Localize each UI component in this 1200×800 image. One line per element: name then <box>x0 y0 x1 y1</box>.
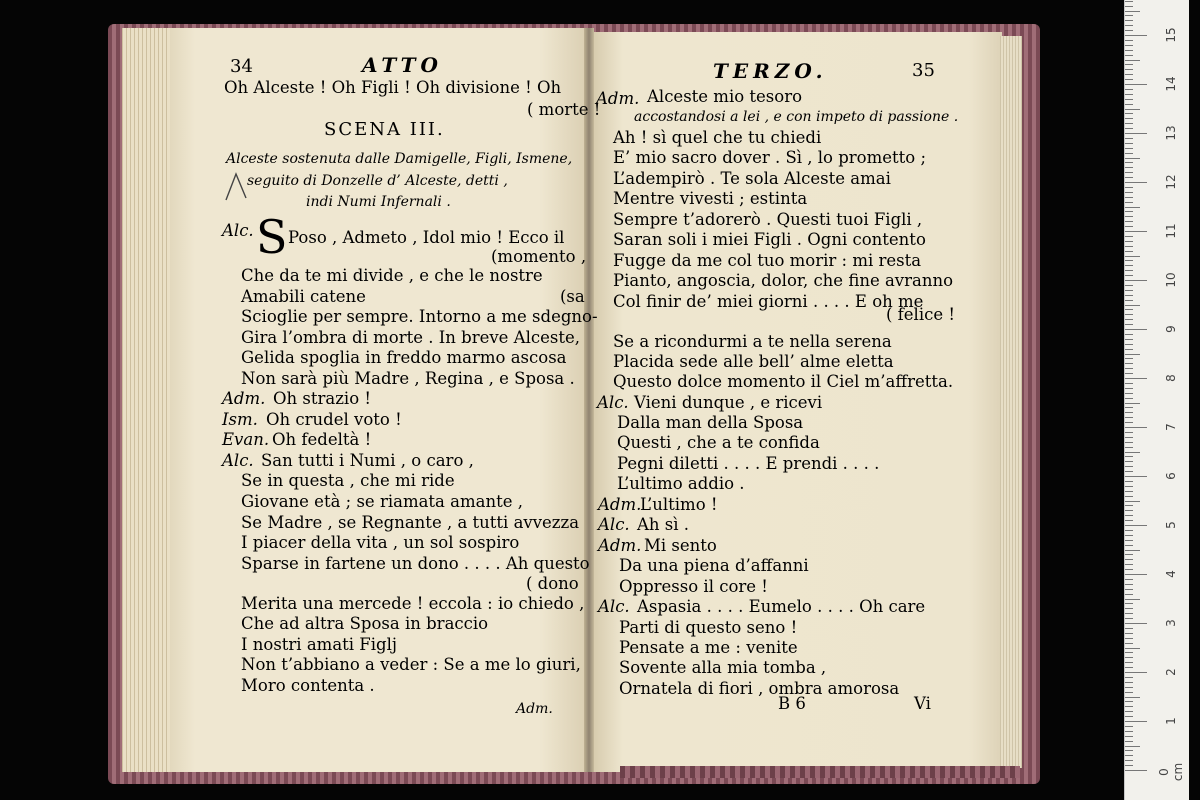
text-line: Sparse in fartene un dono . . . . Ah questo <box>241 554 590 573</box>
ruler-tick <box>1125 64 1133 65</box>
ruler-number: 5 <box>1164 521 1178 529</box>
speaker-label: Evan. <box>222 430 270 449</box>
ruler-tick <box>1125 682 1133 683</box>
ruler-tick <box>1125 109 1140 110</box>
ruler-tick <box>1125 736 1133 737</box>
text-line: Non t’abbiano a veder : Se a me lo giuri, <box>241 655 581 674</box>
text-line: Sempre t’adorerò . Questi tuoi Figli , <box>613 210 923 229</box>
text-line: Mentre vivesti ; estinta <box>613 189 808 208</box>
ruler-tick <box>1125 20 1133 21</box>
ruler-tick <box>1125 466 1133 467</box>
ruler-tick <box>1125 741 1133 742</box>
ruler-tick <box>1125 510 1133 511</box>
signature-mark: B 6 <box>778 694 806 713</box>
ruler-tick <box>1125 437 1133 438</box>
ruler-tick <box>1125 525 1147 526</box>
text-line: Ah ! sì quel che tu chiedi <box>613 128 822 147</box>
text-line: Oh crudel voto ! <box>266 410 402 429</box>
text-line: Oh fedeltà ! <box>272 430 372 449</box>
right-page-number: 35 <box>912 60 935 81</box>
ruler-tick <box>1125 295 1133 296</box>
ruler-tick <box>1125 74 1133 75</box>
ruler-tick <box>1125 202 1133 203</box>
ruler-tick <box>1125 672 1147 673</box>
catchword: Adm. <box>516 701 553 717</box>
left-running-head: ATTO <box>362 53 443 77</box>
ruler-tick <box>1125 216 1133 217</box>
text-line: Gelida spoglia in freddo marmo ascosa <box>241 348 567 367</box>
ruler-tick <box>1125 280 1147 281</box>
measuring-ruler <box>1124 0 1189 800</box>
ruler-tick <box>1125 550 1140 551</box>
text-line: Vieni dunque , e ricevi <box>634 393 823 412</box>
text-line: (sa <box>560 287 585 306</box>
handwritten-mark-icon <box>224 172 248 202</box>
ruler-tick <box>1125 755 1133 756</box>
ruler-tick <box>1125 623 1147 624</box>
ruler-tick <box>1125 746 1140 747</box>
text-line: Ornatela di fiori , ombra amorosa <box>619 679 900 698</box>
text-line: Non sarà più Madre , Regina , e Sposa . <box>241 369 575 388</box>
text-line: Fugge da me col tuo morir : mi resta <box>613 251 922 270</box>
text-line: Pensate a me : venite <box>619 638 798 657</box>
ruler-tick <box>1125 187 1133 188</box>
text-line: Se a ricondurmi a te nella serena <box>613 332 892 351</box>
ruler-tick <box>1125 711 1133 712</box>
ruler-tick <box>1125 192 1133 193</box>
ruler-tick <box>1125 452 1140 453</box>
ruler-tick <box>1125 138 1133 139</box>
drop-capital: S <box>256 210 288 264</box>
ruler-tick <box>1125 594 1133 595</box>
ruler-tick <box>1125 447 1133 448</box>
ruler-tick <box>1125 501 1140 502</box>
ruler-tick <box>1125 324 1133 325</box>
ruler-number: 3 <box>1164 619 1178 627</box>
ruler-tick <box>1125 319 1133 320</box>
ruler-tick <box>1125 662 1133 663</box>
text-line: Sovente alla mia tomba , <box>619 658 827 677</box>
ruler-tick <box>1125 118 1133 119</box>
stage-direction: Alceste sostenuta dalle Damigelle, Figli, Ismene, <box>226 151 573 167</box>
ruler-tick <box>1125 648 1140 649</box>
ruler-tick <box>1125 427 1147 428</box>
ruler-number: 9 <box>1164 325 1178 333</box>
text-line: Dalla man della Sposa <box>617 413 804 432</box>
ruler-tick <box>1125 535 1133 536</box>
ruler-tick <box>1125 579 1133 580</box>
ruler-tick <box>1125 403 1140 404</box>
ruler-tick <box>1125 113 1133 114</box>
stage-direction: indi Numi Infernali . <box>306 194 451 210</box>
text-line: Questo dolce momento il Ciel m’affretta. <box>613 372 954 391</box>
ruler-tick <box>1125 11 1140 12</box>
ruler-tick <box>1125 476 1147 477</box>
speaker-label: Alc. <box>222 221 254 240</box>
ruler-tick <box>1125 697 1140 698</box>
ruler-tick <box>1125 564 1133 565</box>
ruler-tick <box>1125 657 1133 658</box>
ruler-tick <box>1125 398 1133 399</box>
text-line: Col finir de’ miei giorni . . . . E oh me <box>613 292 924 311</box>
ruler-tick <box>1125 226 1133 227</box>
ruler-tick <box>1125 706 1133 707</box>
ruler-tick <box>1125 486 1133 487</box>
speaker-label: Alc. <box>598 515 630 534</box>
text-line: Moro contenta . <box>241 676 375 695</box>
ruler-number: 13 <box>1164 125 1178 141</box>
page-edges-right <box>1000 36 1022 768</box>
ruler-number: 11 <box>1164 223 1178 239</box>
ruler-tick <box>1125 554 1133 555</box>
ruler-tick <box>1125 569 1133 570</box>
ruler-tick <box>1125 633 1133 634</box>
ruler-tick <box>1125 339 1133 340</box>
ruler-tick <box>1125 638 1133 639</box>
ruler-tick <box>1125 197 1133 198</box>
ruler-tick <box>1125 422 1133 423</box>
ruler-tick <box>1125 153 1133 154</box>
stage-direction: accostandosi a lei , e con impeto di passione . <box>634 109 959 125</box>
ruler-tick <box>1125 236 1133 237</box>
speaker-label: Alc. <box>598 597 630 616</box>
ruler-tick <box>1125 1 1133 2</box>
ruler-tick <box>1125 349 1133 350</box>
ruler-tick <box>1125 94 1133 95</box>
text-line: ( felice ! <box>886 305 955 324</box>
ruler-tick <box>1125 540 1133 541</box>
ruler-tick <box>1125 677 1133 678</box>
ruler-number: 7 <box>1164 423 1178 431</box>
ruler-tick <box>1125 599 1140 600</box>
ruler-tick <box>1125 231 1147 232</box>
ruler-tick <box>1125 692 1133 693</box>
ruler-tick <box>1125 407 1133 408</box>
book-gutter <box>584 28 594 772</box>
ruler-tick <box>1125 667 1133 668</box>
ruler-number: 8 <box>1164 374 1178 382</box>
ruler-tick <box>1125 285 1133 286</box>
text-line: Mi sento <box>644 536 717 555</box>
ruler-tick <box>1125 55 1133 56</box>
speaker-label: Alc. <box>597 393 629 412</box>
ruler-tick <box>1125 133 1147 134</box>
ruler-tick <box>1125 89 1133 90</box>
ruler-tick <box>1125 363 1133 364</box>
ruler-tick <box>1125 45 1133 46</box>
ruler-number: 4 <box>1164 570 1178 578</box>
ruler-tick <box>1125 378 1147 379</box>
stage-direction: seguito di Donzelle d’ Alceste, detti , <box>247 173 508 189</box>
text-line: Ah sì . <box>637 515 690 534</box>
text-line: Che da te mi divide , e che le nostre <box>241 266 543 285</box>
text-line: Che ad altra Sposa in braccio <box>241 614 489 633</box>
ruler-tick <box>1125 559 1133 560</box>
ruler-tick <box>1125 305 1140 306</box>
ruler-number: 14 <box>1164 76 1178 92</box>
left-page-number: 34 <box>230 56 253 77</box>
ruler-tick <box>1125 251 1133 252</box>
speaker-label: Adm. <box>222 389 266 408</box>
ruler-tick <box>1125 652 1133 653</box>
ruler-tick <box>1125 417 1133 418</box>
text-line: Scioglie per sempre. Intorno a me sdegno- <box>241 307 598 326</box>
ruler-tick <box>1125 520 1133 521</box>
right-running-head: TERZO. <box>713 59 828 83</box>
ruler-tick <box>1125 721 1147 722</box>
text-line: Poso , Admeto , Idol mio ! Ecco il <box>288 228 565 247</box>
text-line: E’ mio sacro dover . Sì , lo prometto ; <box>613 148 927 167</box>
ruler-tick <box>1125 30 1133 31</box>
ruler-tick <box>1125 241 1133 242</box>
ruler-tick <box>1125 60 1140 61</box>
text-line: Saran soli i miei Figli . Ogni contento <box>613 230 926 249</box>
ruler-tick <box>1125 412 1133 413</box>
ruler-tick <box>1125 628 1133 629</box>
ruler-tick <box>1125 618 1133 619</box>
text-line: Giovane età ; se riamata amante , <box>241 492 523 511</box>
ruler-number: 1 <box>1164 717 1178 725</box>
ruler-tick <box>1125 716 1133 717</box>
ruler-unit-label: 0 cm <box>1157 762 1185 782</box>
ruler-tick <box>1125 99 1133 100</box>
ruler-tick <box>1125 329 1147 330</box>
ruler-tick <box>1125 461 1133 462</box>
ruler-tick <box>1125 270 1133 271</box>
text-line: I nostri amati Figlj <box>241 635 397 654</box>
cover-edge-bottom <box>620 766 1020 778</box>
ruler-tick <box>1125 123 1133 124</box>
ruler-tick <box>1125 765 1133 766</box>
ruler-tick <box>1125 471 1133 472</box>
ruler-tick <box>1125 603 1133 604</box>
ruler-tick <box>1125 221 1133 222</box>
text-line: L’ultimo addio . <box>617 474 745 493</box>
ruler-tick <box>1125 726 1133 727</box>
ruler-tick <box>1125 35 1147 36</box>
ruler-tick <box>1125 334 1133 335</box>
ruler-number: 2 <box>1164 668 1178 676</box>
text-line: Da una piena d’affanni <box>619 556 809 575</box>
ruler-tick <box>1125 456 1133 457</box>
text-line: Parti di questo seno ! <box>619 618 798 637</box>
ruler-tick <box>1125 432 1133 433</box>
ruler-tick <box>1125 760 1133 761</box>
text-line: Oppresso il core ! <box>619 577 768 596</box>
speaker-label: Alc. <box>222 451 254 470</box>
text-line: L’ultimo ! <box>640 495 718 514</box>
text-line: Questi , che a te confida <box>617 433 820 452</box>
ruler-tick <box>1125 256 1140 257</box>
ruler-tick <box>1125 265 1133 266</box>
ruler-number: 15 <box>1164 27 1178 43</box>
text-line: (momento , <box>491 247 587 266</box>
speaker-label: Adm. <box>598 495 642 514</box>
text-line: I piacer della vita , un sol sospiro <box>241 533 520 552</box>
ruler-tick <box>1125 211 1133 212</box>
text-line: Placida sede alle bell’ alme eletta <box>613 352 894 371</box>
ruler-tick <box>1125 246 1133 247</box>
ruler-tick <box>1125 158 1140 159</box>
ruler-tick <box>1125 388 1133 389</box>
ruler-tick <box>1125 344 1133 345</box>
ruler-tick <box>1125 545 1133 546</box>
ruler-tick <box>1125 608 1133 609</box>
ruler-tick <box>1125 731 1133 732</box>
speaker-label: Adm. <box>598 536 642 555</box>
ruler-tick <box>1125 442 1133 443</box>
ruler-tick <box>1125 314 1133 315</box>
ruler-tick <box>1125 143 1133 144</box>
ruler-tick <box>1125 505 1133 506</box>
ruler-tick <box>1125 687 1133 688</box>
speaker-label: Ism. <box>222 410 258 429</box>
ruler-tick <box>1125 770 1147 771</box>
ruler-tick <box>1125 481 1133 482</box>
ruler-tick <box>1125 373 1133 374</box>
ruler-tick <box>1125 6 1133 7</box>
ruler-tick <box>1125 496 1133 497</box>
ruler-tick <box>1125 290 1133 291</box>
ruler-tick <box>1125 530 1133 531</box>
text-line: Amabili catene <box>241 287 366 306</box>
ruler-tick <box>1125 69 1133 70</box>
text-line: Pegni diletti . . . . E prendi . . . . <box>617 454 880 473</box>
ruler-tick <box>1125 574 1147 575</box>
ruler-tick <box>1125 260 1133 261</box>
text-line: L’adempirò . Te sola Alceste amai <box>613 169 891 188</box>
ruler-tick <box>1125 584 1133 585</box>
speaker-label: Adm. <box>596 89 640 108</box>
ruler-number: 6 <box>1164 472 1178 480</box>
text-line: Oh Alceste ! Oh Figli ! Oh divisione ! Oh <box>224 78 562 97</box>
ruler-tick <box>1125 79 1133 80</box>
ruler-tick <box>1125 162 1133 163</box>
ruler-tick <box>1125 701 1133 702</box>
ruler-tick <box>1125 750 1133 751</box>
text-line: Pianto, angoscia, dolor, che fine avranno <box>613 271 954 290</box>
ruler-tick <box>1125 128 1133 129</box>
ruler-tick <box>1125 613 1133 614</box>
catchword: Vi <box>914 694 931 713</box>
text-line: Oh strazio ! <box>273 389 372 408</box>
ruler-tick <box>1125 300 1133 301</box>
ruler-tick <box>1125 177 1133 178</box>
ruler-tick <box>1125 368 1133 369</box>
text-line: San tutti i Numi , o caro , <box>261 451 474 470</box>
ruler-tick <box>1125 491 1133 492</box>
ruler-tick <box>1125 643 1133 644</box>
ruler-tick <box>1125 172 1133 173</box>
ruler-tick <box>1125 84 1147 85</box>
text-line: Se in questa , che mi ride <box>241 471 455 490</box>
ruler-tick <box>1125 15 1133 16</box>
ruler-tick <box>1125 207 1140 208</box>
ruler-tick <box>1125 589 1133 590</box>
ruler-tick <box>1125 25 1133 26</box>
text-line: Merita una mercede ! eccola : io chiedo , <box>241 594 585 613</box>
text-line: ( dono <box>526 574 579 593</box>
ruler-tick <box>1125 148 1133 149</box>
ruler-tick <box>1125 275 1133 276</box>
ruler-tick <box>1125 354 1140 355</box>
text-line: Se Madre , se Regnante , a tutti avvezza <box>241 513 580 532</box>
ruler-number: 12 <box>1164 174 1178 190</box>
ruler-tick <box>1125 40 1133 41</box>
ruler-tick <box>1125 167 1133 168</box>
ruler-tick <box>1125 104 1133 105</box>
ruler-number: 10 <box>1164 272 1178 288</box>
ruler-tick <box>1125 309 1133 310</box>
text-line: Aspasia . . . . Eumelo . . . . Oh care <box>637 597 926 616</box>
text-line: Gira l’ombra di morte . In breve Alceste, <box>241 328 580 347</box>
ruler-tick <box>1125 50 1133 51</box>
scene-heading: SCENA III. <box>324 119 445 140</box>
ruler-tick <box>1125 515 1133 516</box>
text-line: Alceste mio tesoro <box>647 87 803 106</box>
ruler-tick <box>1125 393 1133 394</box>
text-line: ( morte ! <box>527 100 601 119</box>
ruler-tick <box>1125 358 1133 359</box>
ruler-tick <box>1125 182 1147 183</box>
ruler-tick <box>1125 383 1133 384</box>
